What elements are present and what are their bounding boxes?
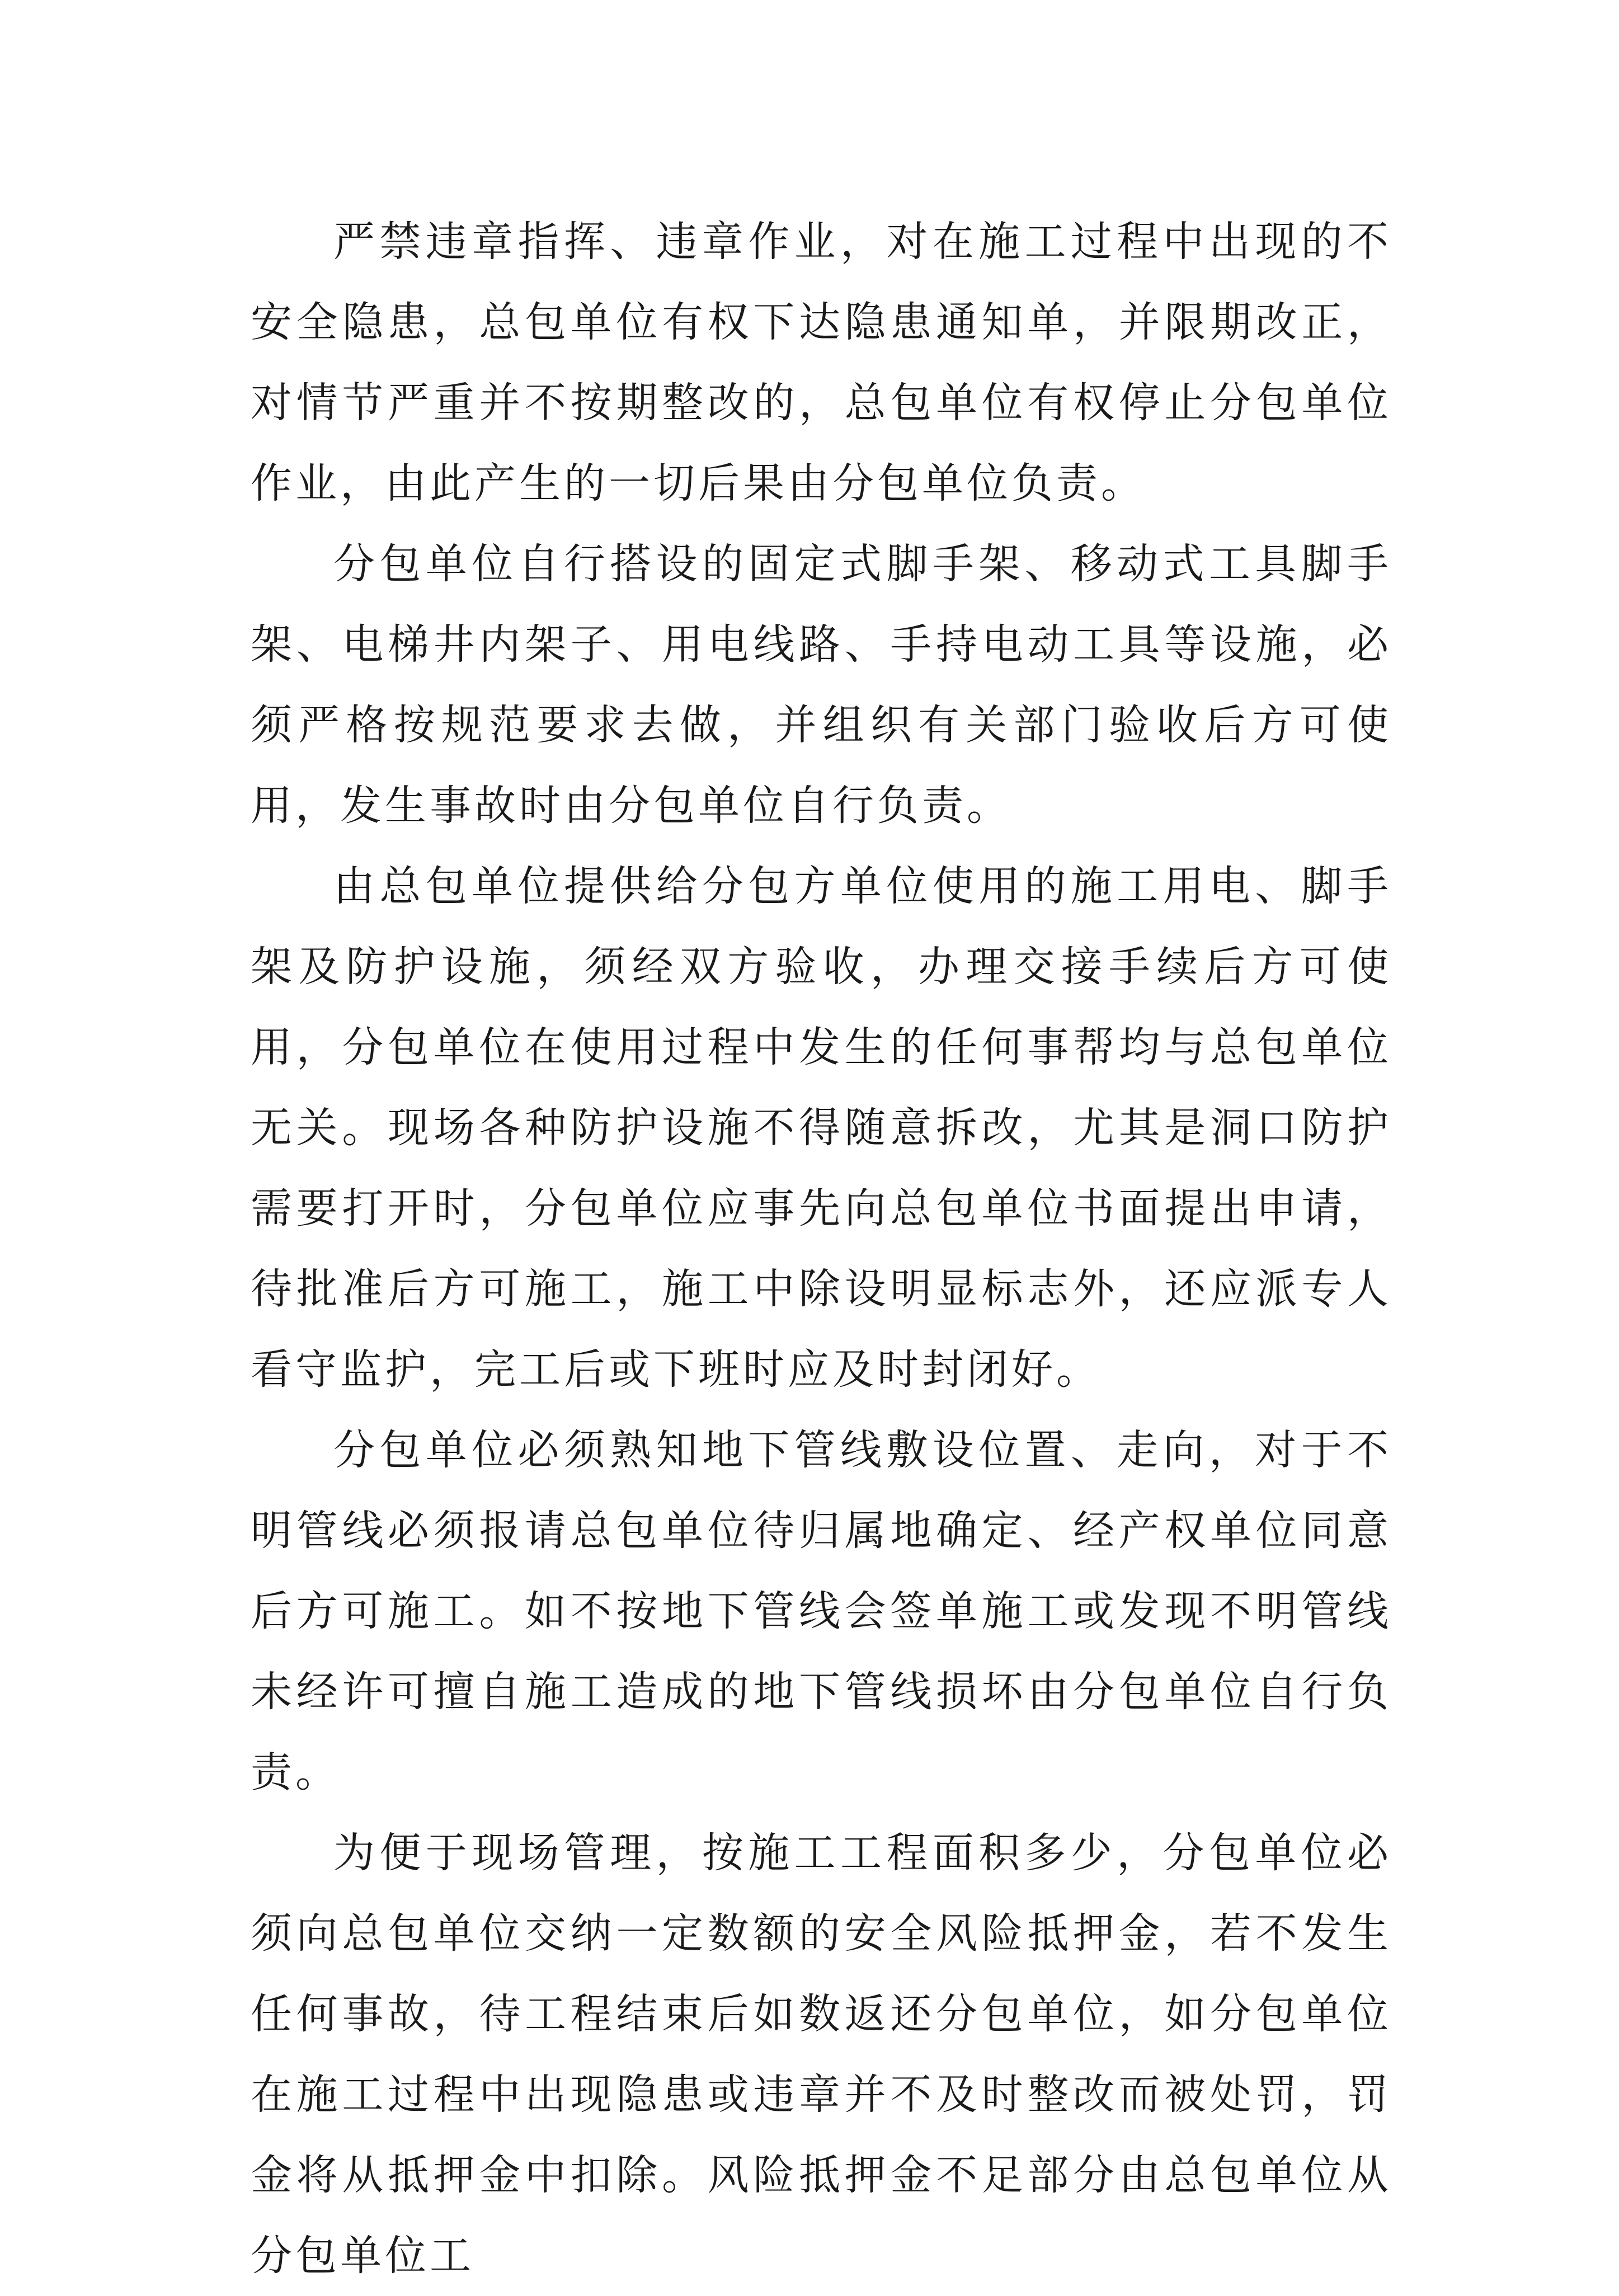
paragraph-risk-deposit: 为便于现场管理，按施工工程面积多少，分包单位必须向总包单位交纳一定数额的安全风险抵押金，若不发生任何事故，待工程结束后如数返还分包单位，如分包单位在施工过程中出现隐患或违章并不及时整改而被处罚，罚金将从抵押金中扣除。风险抵押金不足部分由总包单位从分包单位工 xyxy=(251,1829,1392,2280)
document-body xyxy=(251,201,1392,2296)
paragraph-protection-facilities: 由总包单位提供给分包方单位使用的施工用电、脚手架及防护设施，须经双方验收，办理交接手续后方可使用，分包单位在使用过程中发生的任何事帮均与总包单位无关。现场各种防护设施不得随意拆改，尤其是洞口防护需要打开时，分包单位应事先向总包单位书面提出申请，待批准后方可施工，施工中除设明显标志外，还应派专人看守监护，完工后或下班时应及时封闭好。 xyxy=(251,862,1392,1394)
paragraph-underground-pipelines: 分包单位必须熟知地下管线敷设位置、走向，对于不明管线必须报请总包单位待归属地确定、经产权单位同意后方可施工。如不按地下管线会签单施工或发现不明管线未经许可擅自施工造成的地下管线损坏由分包单位自行负责。 xyxy=(251,1426,1392,1796)
paragraph-prohibition: 严禁违章指挥、违章作业，对在施工过程中出现的不安全隐患，总包单位有权下达隐患通知单，并限期改正，对情节严重并不按期整改的，总包单位有权停止分包单位作业，由此产生的一切后果由分包单位负责。 xyxy=(251,218,1392,507)
paragraph-scaffolding: 分包单位自行搭设的固定式脚手架、移动式工具脚手架、电梯井内架子、用电线路、手持电动工具等设施，必须严格按规范要求去做，并组织有关部门验收后方可使用，发生事故时由分包单位自行负责。 xyxy=(251,540,1392,830)
